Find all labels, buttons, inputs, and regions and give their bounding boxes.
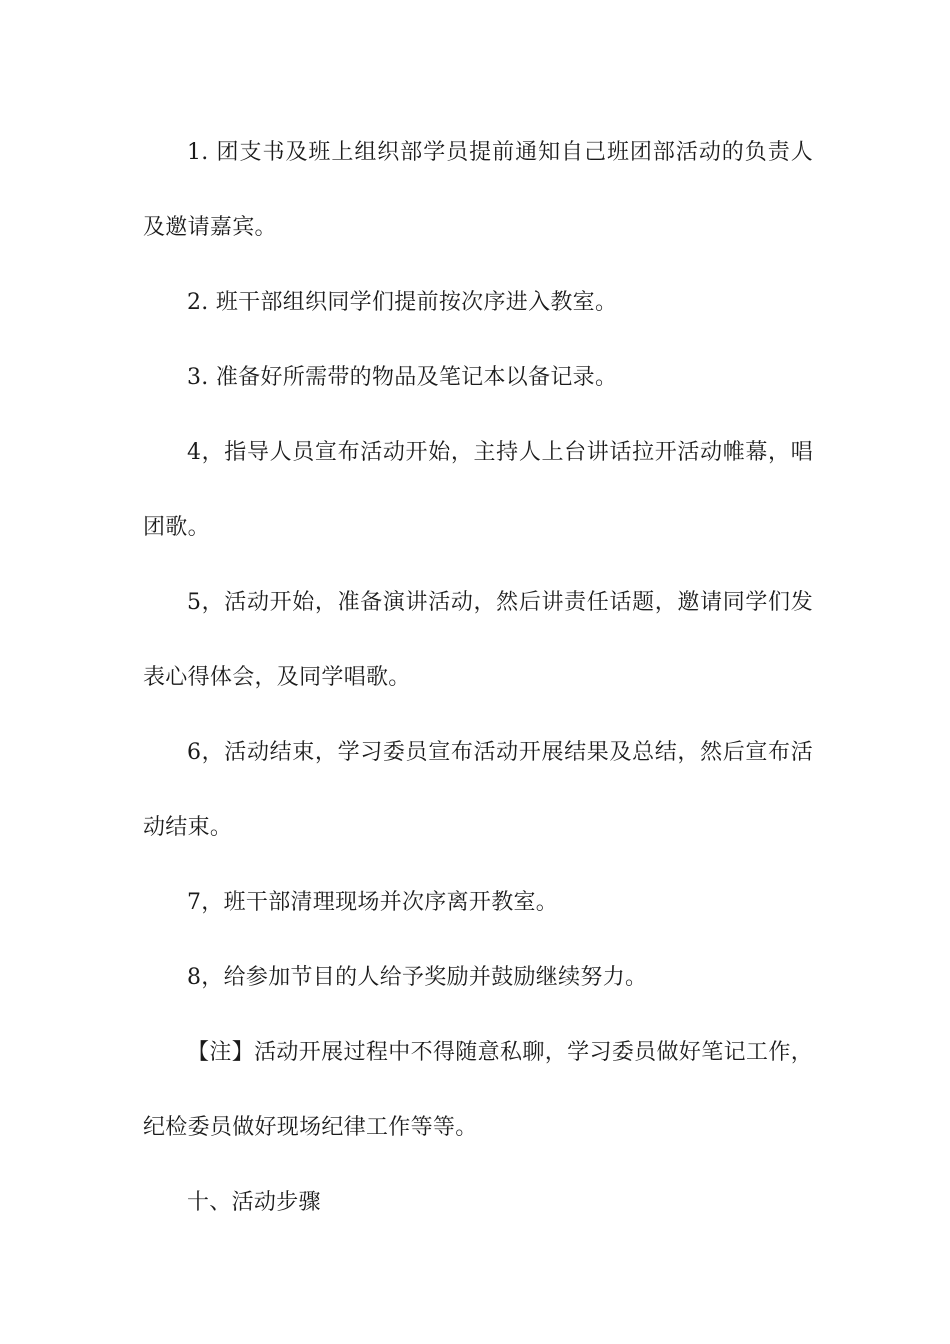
paragraph-step-6: 6，活动结束，学习委员宣布活动开展结果及总结，然后宣布活动结束。 [143,740,813,840]
paragraph-step-5: 5，活动开始，准备演讲活动，然后讲责任话题，邀请同学们发表心得体会，及同学唱歌。 [143,590,813,690]
paragraph-step-4: 4，指导人员宣布活动开始，主持人上台讲话拉开活动帷幕，唱团歌。 [143,440,813,540]
document-body [143,115,813,1240]
paragraph-note: 【注】活动开展过程中不得随意私聊，学习委员做好笔记工作，纪检委员做好现场纪律工作等等。 [143,1040,813,1140]
paragraph-step-1: 1. 团支书及班上组织部学员提前通知自己班团部活动的负责人及邀请嘉宾。 [143,140,813,240]
paragraph-step-8: 8，给参加节目的人给予奖励并鼓励继续努力。 [187,965,648,990]
paragraph-step-7: 7，班干部清理现场并次序离开教室。 [187,890,559,915]
paragraph-step-2: 2. 班干部组织同学们提前按次序进入教室。 [187,290,618,315]
paragraph-step-3: 3. 准备好所需带的物品及笔记本以备记录。 [187,365,618,390]
section-heading: 十、活动步骤 [187,1190,321,1215]
